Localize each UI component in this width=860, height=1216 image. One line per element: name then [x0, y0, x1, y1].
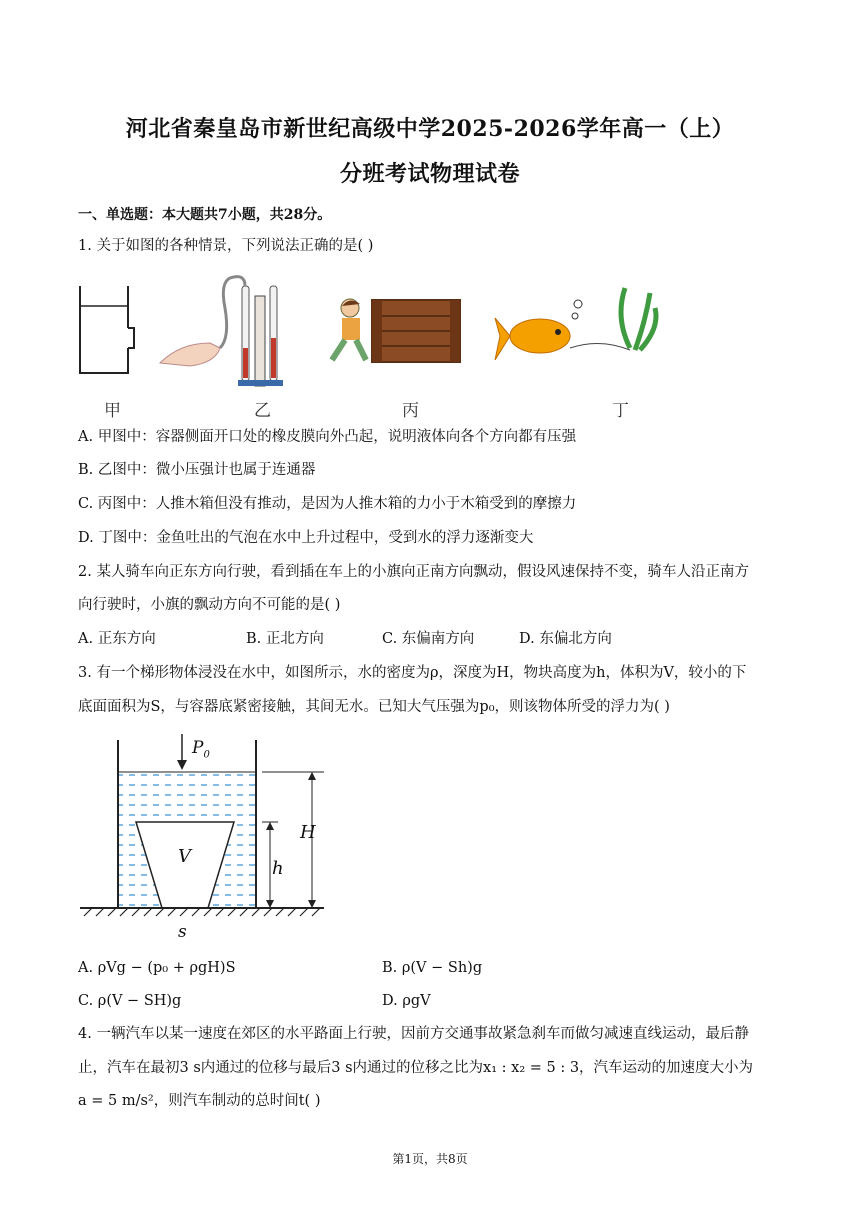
question-2-stem-line2: 向行驶时，小旗的飘动方向不可能的是( ): [78, 597, 341, 613]
figure-label-bing: 丙: [402, 401, 419, 421]
page-title-line1: 河北省秦皇岛市新世纪高级中学2025-2026学年高一（上）: [125, 116, 735, 142]
p0-label: $P_0$: [192, 738, 210, 761]
figure-label-yi: 乙: [254, 401, 271, 421]
question-2-option-a: A. 正东方向: [78, 631, 156, 647]
question-2-option-c: C. 东偏南方向: [382, 631, 475, 647]
question-4-stem-line2: 止，汽车在最初3 s内通过的位移与最后3 s内通过的位移之比为x₁ : x₂ = 5 : 3，汽车运动的加速度大小为: [78, 1060, 754, 1076]
question-2-option-d: D. 东偏北方向: [519, 631, 612, 647]
volume-label: V: [178, 846, 191, 867]
h-label: h: [272, 858, 284, 879]
page-footer: 第1页，共8页: [392, 1152, 468, 1166]
figure-label-jia: 甲: [104, 401, 121, 421]
s-label: s: [178, 922, 187, 942]
figure-label-ding: 丁: [612, 401, 629, 421]
question-3-option-d: D. ρgV: [382, 993, 431, 1009]
section-heading: 一、单选题：本大题共7小题，共28分。: [78, 207, 332, 223]
question-3-stem-line2: 底面面积为S，与容器底紧密接触，其间无水。已知大气压强为p₀，则该物体所受的浮力为( ): [78, 699, 670, 715]
question-1-option-d: D. 丁图中：金鱼吐出的气泡在水中上升过程中，受到水的浮力逐渐变大: [78, 530, 534, 546]
goldfish-seaweed-figure: [495, 288, 656, 360]
question-3-stem-line1: 3. 有一个梯形物体浸没在水中，如图所示，水的密度为ρ，深度为H，物块高度为h，体积为V，较小的下: [78, 665, 747, 681]
question-1-option-a: A. 甲图中：容器侧面开口处的橡皮膜向外凸起，说明液体向各个方向都有压强: [78, 429, 577, 445]
question-1-option-c: C. 丙图中：人推木箱但没有推动，是因为人推木箱的力小于木箱受到的摩擦力: [78, 496, 577, 512]
question-1-stem: 1. 关于如图的各种情景，下列说法正确的是( ): [78, 238, 374, 254]
container-with-membrane-figure: [80, 286, 134, 373]
person-pushing-crate-figure: [332, 299, 460, 362]
page-title-line2: 分班考试物理试卷: [339, 161, 520, 187]
question-4-stem-line1: 4. 一辆汽车以某一速度在郊区的水平路面上行驶，因前方交通事故紧急刹车而做匀减速直线运动，最后静: [78, 1026, 749, 1042]
question-1-figures: [70, 268, 690, 418]
question-3-option-a: A. ρVg − (p₀ + ρgH)S: [78, 960, 236, 976]
H-label: H: [300, 822, 316, 843]
question-1-option-b: B. 乙图中：微小压强计也属于连通器: [78, 462, 316, 478]
question-3-option-c: C. ρ(V − SH)g: [78, 993, 182, 1009]
question-3-option-b: B. ρ(V − Sh)g: [382, 960, 483, 976]
question-2-stem-line1: 2. 某人骑车向正东方向行驶，看到插在车上的小旗向正南方向飘动，假设风速保持不变，骑车人沿正南方: [78, 564, 749, 580]
pressure-gauge-figure: [160, 277, 283, 386]
question-4-stem-line3: a = 5 m/s²，则汽车制动的总时间t( ): [78, 1093, 321, 1109]
question-2-option-b: B. 正北方向: [246, 631, 324, 647]
